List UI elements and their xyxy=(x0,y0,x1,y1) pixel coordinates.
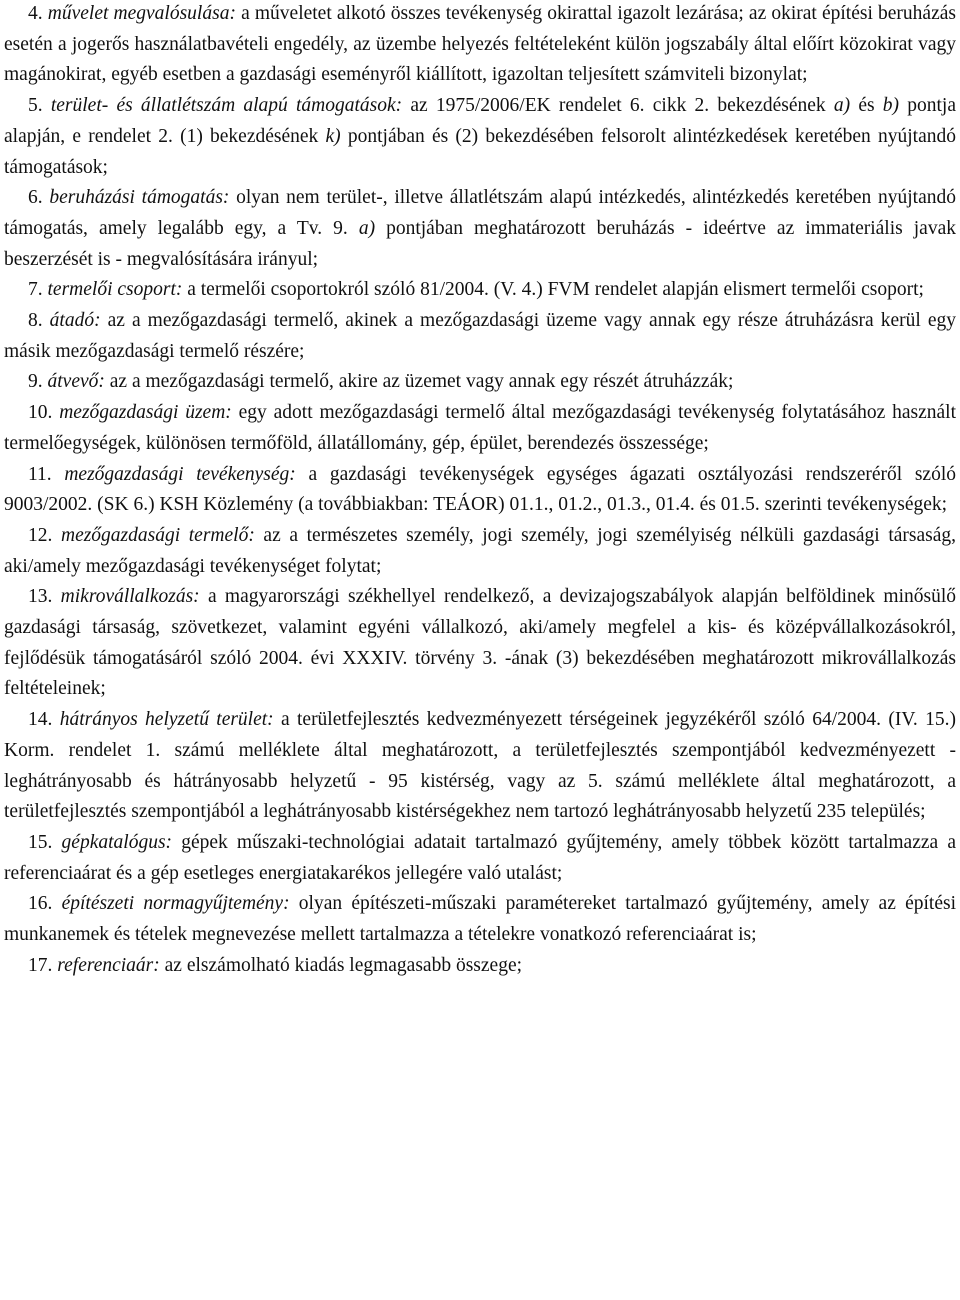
definition-text-part: és xyxy=(850,95,883,117)
item-number: 6. xyxy=(28,187,43,209)
defined-term: mezőgazdasági tevékenység: xyxy=(64,463,296,485)
definition-item-15 xyxy=(4,828,956,889)
definition-text-part: pontjában meghatározott beruházás - ideértve az immateriális javak beszerzését is - megvalósítására irányul; xyxy=(4,217,956,270)
item-number: 14. xyxy=(28,709,53,731)
defined-term: mezőgazdasági termelő: xyxy=(60,524,255,546)
point-reference: k) xyxy=(325,125,341,147)
defined-term: mikrovállalkozás: xyxy=(60,586,200,608)
definition-text: az elszámolható kiadás legmagasabb összege; xyxy=(159,954,523,976)
definition-item-17 xyxy=(4,951,956,982)
item-number: 17. xyxy=(28,954,53,976)
definition-item-5 xyxy=(4,91,956,183)
definition-text: a termelői csoportokról szóló 81/2004. (V. 4.) FVM rendelet alapján elismert termelői csoport; xyxy=(182,279,924,301)
definition-text: egy adott mezőgazdasági termelő által mezőgazdasági tevékenység folytatásához használt termelőegységek, különösen termőföld, állatállomány, gép, épület, berendezés összessége; xyxy=(4,402,956,454)
definition-item-11 xyxy=(4,460,956,521)
item-number: 16. xyxy=(28,893,53,915)
defined-term: átvevő: xyxy=(47,371,105,393)
definition-item-4 xyxy=(4,0,956,91)
defined-term: építészeti normagyűjtemény: xyxy=(61,893,290,915)
defined-term: átadó: xyxy=(49,310,101,332)
definition-item-16 xyxy=(4,889,956,950)
definition-item-9 xyxy=(4,367,956,398)
definition-text: a műveletet alkotó összes tevékenység okirattal igazolt lezárása; az okirat építési beruházás esetén a jogerős használatbavételi engedély, az üzembe helyezés feltételeként külön jogszabály által előírt közokirat vagy magánokirat, egyéb esetben a gazdasági eseményről kiállított, igazoltan teljesített számviteli bizonylat; xyxy=(4,3,956,86)
item-number: 9. xyxy=(28,371,43,393)
item-number: 8. xyxy=(28,310,43,332)
definition-text-part: pontja alapján, e rendelet 2. (1) bekezdésének xyxy=(4,95,956,147)
definition-text: olyan építészeti-műszaki paramétereket tartalmazó gyűjtemény, amely az építési munkanemek és tételek megnevezése mellett tartalmazza a tételekre vonatkozó referenciaárat is; xyxy=(4,893,956,946)
definition-text: a területfejlesztés kedvezményezett térségeinek jegyzékéről szóló 64/2004. (IV. 15.) Korm. rendelet 1. számú melléklete által meghatározott, a területfejlesztés szempontjából kedvezményezett - leghátrányosabb és hátrányosabb helyzetű - 95 kistérség, vagy az 5. számú melléklete által meghatározott, a területfejlesztés szempontjából a leghátrányosabb kistérségekhez nem tartozó leghátrányosabb helyzetű 235 település; xyxy=(4,709,956,823)
item-number: 15. xyxy=(28,831,53,853)
definition-item-7 xyxy=(4,275,956,306)
item-number: 5. xyxy=(28,95,43,117)
point-reference: a) xyxy=(833,95,851,117)
definition-item-8 xyxy=(4,306,956,367)
definition-text-part: pontjában és (2) bekezdésében felsorolt alintézkedések keretében nyújtandó támogatások; xyxy=(4,125,956,178)
definition-text: az a természetes személy, jogi személy, jogi személyiség nélküli gazdasági társaság, aki/amely mezőgazdasági tevékenységet folytat; xyxy=(4,524,957,577)
definition-text: az a mezőgazdasági termelő, akire az üzemet vagy annak egy részét átruházzák; xyxy=(104,371,734,393)
point-reference: b) xyxy=(882,95,900,117)
defined-term: mezőgazdasági üzem: xyxy=(59,402,232,424)
defined-term: referenciaár: xyxy=(57,954,160,976)
definition-item-6 xyxy=(4,183,956,275)
definition-text: gépek műszaki-technológiai adatait tartalmazó gyűjtemény, amely többek között tartalmazza a referenciaárat és a gép esetleges energiatakarékos jellegére való utalást; xyxy=(4,831,957,884)
defined-term: hátrányos helyzetű terület: xyxy=(59,709,274,731)
definition-text: a magyarországi székhellyel rendelkező, a devizajogszabályok alapján belföldinek minősülő gazdasági társaság, szövetkezet, valamint egyéni vállalkozó, aki/amely megfelel a kis- és középvállalkozásokról, fejlődésük támogatásáról szóló 2004. évi XXXIV. törvény 3. -ának (3) bekezdésében meghatározott mikrovállalkozás feltételeinek; xyxy=(4,586,956,700)
item-number: 11. xyxy=(28,463,52,485)
point-reference: a) xyxy=(358,217,376,239)
definition-text-part: olyan nem terület-, illetve állatlétszám alapú intézkedés, alintézkedés keretében nyújtandó támogatás, amely legalább egy, a Tv. 9. xyxy=(4,187,956,239)
item-number: 12. xyxy=(28,524,53,546)
definition-text-part: az 1975/2006/EK rendelet 6. cikk 2. bekezdésének xyxy=(402,95,834,117)
definition-item-12 xyxy=(4,521,956,582)
defined-term: termelői csoport: xyxy=(47,279,183,301)
definition-item-10 xyxy=(4,398,956,459)
item-number: 7. xyxy=(28,279,43,301)
definition-item-14 xyxy=(4,705,956,828)
defined-term: gépkatalógus: xyxy=(61,831,173,853)
defined-term: beruházási támogatás: xyxy=(49,187,230,209)
defined-term: terület- és állatlétszám alapú támogatások: xyxy=(50,95,403,117)
definition-text: a gazdasági tevékenységek egységes ágazati osztályozási rendszeréről szóló 9003/2002. (SK 6.) KSH Közlemény (a továbbiakban: TEÁOR) 01.1., 01.2., 01.3., 01.4. és 01.5. szerinti tevékenységek; xyxy=(4,463,957,516)
defined-term: művelet megvalósulása: xyxy=(47,3,236,24)
definition-item-13 xyxy=(4,582,956,705)
item-number: 4. xyxy=(28,3,43,24)
definition-text: az a mezőgazdasági termelő, akinek a mezőgazdasági üzeme vagy annak egy része átruházásra kerül egy másik mezőgazdasági termelő részére; xyxy=(4,310,957,362)
item-number: 13. xyxy=(28,586,53,608)
item-number: 10. xyxy=(28,402,53,424)
